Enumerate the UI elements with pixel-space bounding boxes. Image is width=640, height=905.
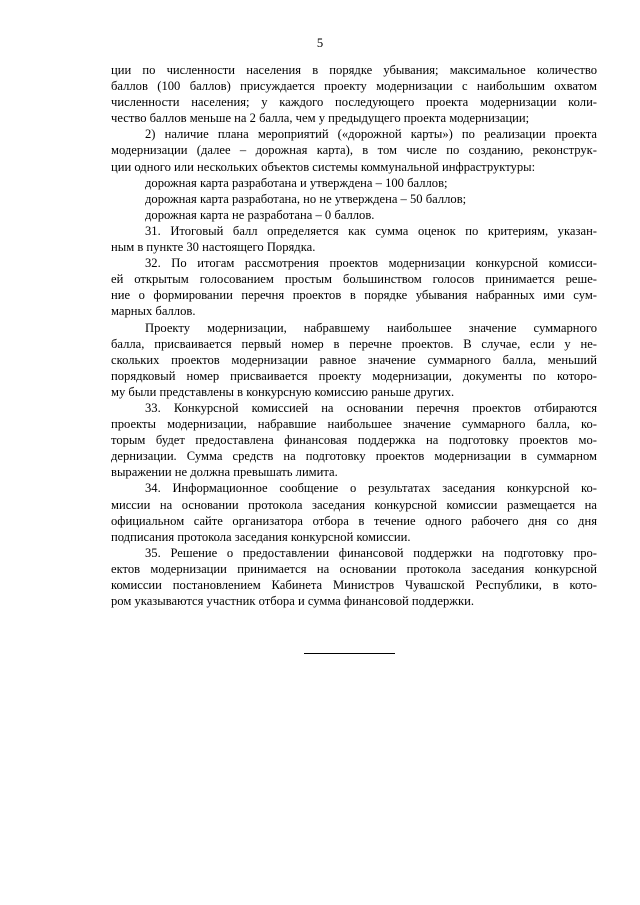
text-line: Проекту модернизации, набравшему наибольшее значение суммарного	[145, 320, 597, 335]
text-line: 35. Решение о предоставлении финансовой поддержки на подготовку про-	[145, 545, 597, 560]
text-line: 2) наличие плана мероприятий («дорожной карты») по реализации проекта	[145, 127, 597, 142]
text-line: чество баллов меньше на 2 балла, чем у предыдущего проекта модернизации;	[111, 111, 530, 126]
text-line: му были представлены в конкурсную комиссию раньше других.	[111, 384, 455, 399]
document-body	[111, 62, 597, 609]
text-line: дернизации. Сумма средств на подготовку проектов модернизации в суммарном	[111, 449, 597, 464]
text-line: марных баллов.	[111, 304, 196, 319]
text-line: ектов модернизации принимается на основании протокола заседания конкурсной	[111, 561, 597, 576]
text-line: 33. Конкурсной комиссией на основании перечня проектов отбираются	[145, 400, 597, 415]
text-line: официальном сайте организатора отбора в течение одного рабочего дня со дня	[111, 513, 597, 528]
text-line: ей открытым голосованием простым большинством голосов принимается реше-	[111, 272, 597, 287]
text-line: баллов (100 баллов) присуждается проекту модернизации с наибольшим охватом	[111, 79, 597, 94]
text-line: миссии на основании протокола заседания конкурсной комиссии размещается на	[111, 497, 597, 512]
text-line: ние о формировании перечня проектов в порядке убывания набранных ими сум-	[111, 288, 597, 303]
text-line: проекты модернизации, набравшие наибольшее значение суммарного балла, ко-	[111, 417, 597, 432]
text-line: выражении не должна превышать лимита.	[111, 465, 338, 480]
text-line: 31. Итоговый балл определяется как сумма оценок по критериям, указан-	[145, 223, 597, 238]
text-line: 34. Информационное сообщение о результатах заседания конкурсной ко-	[145, 481, 597, 496]
text-line: ром указываются участник отбора и сумма финансовой поддержки.	[111, 594, 474, 609]
end-separator-line	[304, 653, 395, 654]
text-line: ным в пункте 30 настоящего Порядка.	[111, 240, 316, 255]
text-line: дорожная карта не разработана – 0 баллов.	[145, 207, 375, 222]
text-line: торым будет предоставлена финансовая поддержка на подготовку проектов мо-	[111, 433, 597, 448]
text-line: модернизации (далее – дорожная карта), в том числе по созданию, реконструк-	[111, 143, 597, 158]
page-number: 5	[316, 36, 324, 50]
text-line: комиссии постановлением Кабинета Министров Чувашской Республики, в кото-	[111, 578, 597, 592]
text-line: ции одного или нескольких объектов системы коммунальной инфраструктуры:	[111, 159, 536, 174]
text-line: численности населения; у каждого последующего проекта модернизации коли-	[111, 95, 597, 110]
text-line: дорожная карта разработана и утверждена – 100 баллов;	[145, 175, 448, 190]
text-line: дорожная карта разработана, но не утверждена – 50 баллов;	[145, 191, 467, 206]
text-line: балла, присваивается первый номер в перечне проектов. В случае, если у не-	[111, 336, 597, 351]
text-line: порядковый номер присваивается проекту модернизации, документы по которо-	[111, 368, 597, 383]
text-line: скольких проектов модернизации равное значение суммарного балла, меньший	[111, 352, 597, 367]
text-line: подписания протокола заседания конкурсной комиссии.	[111, 529, 411, 544]
text-line: ции по численности населения в порядке убывания; максимальное количество	[111, 63, 597, 77]
text-line: 32. По итогам рассмотрения проектов модернизации конкурсной комисси-	[145, 256, 597, 271]
